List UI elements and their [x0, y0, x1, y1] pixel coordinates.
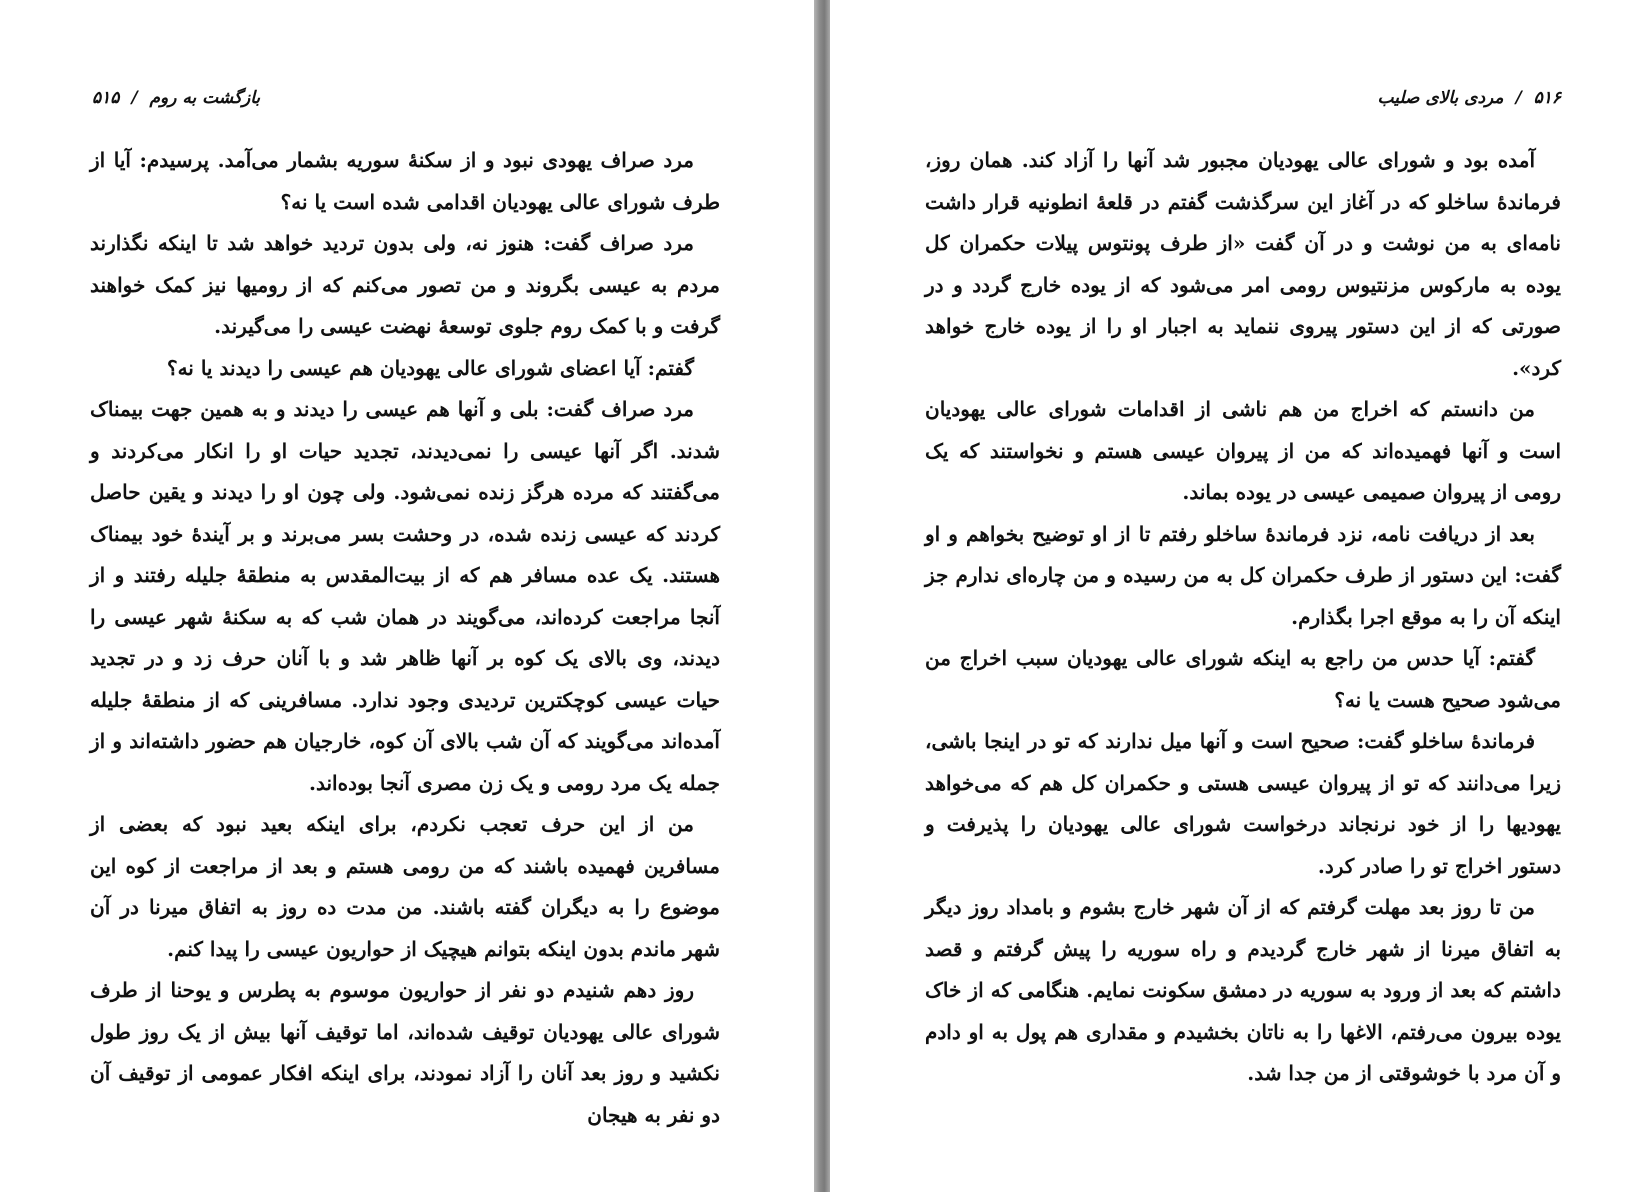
book-spine — [814, 0, 830, 1192]
page-header — [925, 88, 1561, 128]
left-page — [0, 0, 814, 1192]
paragraph: فرماندهٔ ساخلو گفت: صحیح است و آنها میل ندارند که تو در اینجا باشی، زیرا می‌دانند که تو از پیروان عیسی هستی و حکمران کل هم که می‌خواهد یهودیها را از خود نرنجاند درخواست شورای عالی یهودیان را پذیرفت و دستور اخراج تو را صادر کرد. — [925, 729, 1561, 878]
paragraph: مرد صراف یهودی نبود و از سکنهٔ سوریه بشمار می‌آمد. پرسیدم: آیا از طرف شورای عالی یهودیان اقدامی شده است یا نه؟ — [90, 148, 720, 214]
chapter-title: بازگشت به روم — [149, 88, 261, 108]
paragraph: روز دهم شنیدم دو نفر از حواریون موسوم به پطرس و یوحنا از طرف شورای عالی یهودیان توقیف شده‌اند، اما توقیف آنها بیش از یک روز طول نکشید و روز بعد آنان را آزاد نمودند، برای اینکه افکار عمومی از توقیف آن دو نفر به هیجان — [90, 978, 720, 1127]
paragraph: مرد صراف گفت: بلی و آنها هم عیسی را دیدند و به همین جهت بیمناک شدند. اگر آنها عیسی را نمی‌دیدند، تجدید حیات او را انکار می‌کردند و می‌گفتند که مرده هرگز زنده نمی‌شود. ولی چون او را دیدند و یقین حاصل کردند که عیسی زنده شده، در وحشت بسر می‌برند و بر آیندهٔ خود بیمناک هستند. یک عده مسافر هم که از بیت‌المقدس به منطقهٔ جلیله رفتند و از آنجا مراجعت کرده‌اند، می‌گویند در همان شب که به سکنهٔ شهر عیسی را دیدند، وی بالای یک کوه بر آنها ظاهر شد و با آنان حرف زد و در تجدید حیات عیسی کوچکترین تردیدی وجود ندارد. مسافرینی که از منطقهٔ جلیله آمده‌اند می‌گویند که آن شب بالای آن کوه، خارجیان هم حضور داشته‌اند و از جمله یک مرد رومی و یک زن مصری آنجا بوده‌اند. — [90, 397, 720, 795]
paragraph: گفتم: آیا حدس من راجع به اینکه شورای عالی یهودیان سبب اخراج من می‌شود صحیح هست یا نه؟ — [925, 646, 1561, 712]
page-number: ۵۱۶ — [1533, 88, 1561, 108]
page-body — [90, 140, 720, 1136]
header-separator: / — [131, 88, 138, 108]
paragraph: بعد از دریافت نامه، نزد فرماندهٔ ساخلو رفتم تا از او توضیح بخواهم و او گفت: این دستور از طرف حکمران کل به من رسیده و من چاره‌ای ندارم جز اینکه آن را به موقع اجرا بگذارم. — [925, 521, 1561, 629]
paragraph: گفتم: آیا اعضای شورای عالی یهودیان هم عیسی را دیدند یا نه؟ — [166, 355, 694, 380]
page-header — [92, 88, 722, 128]
page-number: ۵۱۵ — [92, 88, 120, 108]
paragraph: من از این حرف تعجب نکردم، برای اینکه بعید نبود که بعضی از مسافرین فهمیده باشند که من رومی هستم و بعد از مراجعت از کوه این موضوع را به دیگران گفته باشند. من مدت ده روز به اتفاق میرنا در آن شهر ماندم بدون اینکه بتوانم هیچیک از حواریون عیسی را پیدا کنم. — [90, 812, 720, 961]
header-separator: / — [1515, 88, 1522, 108]
right-page — [830, 0, 1644, 1192]
paragraph: من دانستم که اخراج من هم ناشی از اقدامات شورای عالی یهودیان است و آنها فهمیده‌اند که من از پیروان عیسی هستم و نخواستند که یک رومی از پیروان صمیمی عیسی در یوده بماند. — [925, 397, 1561, 504]
book-title: مردی بالای صلیب — [1377, 88, 1504, 108]
paragraph: من تا روز بعد مهلت گرفتم که از آن شهر خارج بشوم و بامداد روز دیگر به اتفاق میرنا از شهر خارج گردیدم و راه سوریه را پیش گرفتم و قصد داشتم که بعد از ورود به سوریه در دمشق سکونت نمایم. هنگامی که از خاک یوده بیرون می‌رفتم، الاغها را به ناتان بخشیدم و مقداری هم پول به او دادم و آن مرد با خوشوقتی از من جدا شد. — [925, 895, 1561, 1085]
paragraph: مرد صراف گفت: هنوز نه، ولی بدون تردید خواهد شد تا اینکه نگذارند مردم به عیسی بگروند و من تصور می‌کنم که از رومیها نیز کمک خواهند گرفت و با کمک روم جلوی توسعهٔ نهضت عیسی را می‌گیرند. — [90, 231, 720, 338]
page-body — [925, 140, 1561, 1095]
paragraph: آمده بود و شورای عالی یهودیان مجبور شد آنها را آزاد کند. همان روز، فرماندهٔ ساخلو که در آغاز این سرگذشت گفتم در قلعهٔ انطونیه قرار داشت نامه‌ای به من نوشت و در آن گفت «از طرف پونتوس پیلات حکمران کل یوده به مارکوس مزنتیوس رومی امر می‌شود که از یوده خارج گردد و در صورتی که از این دستور پیروی ننماید به اجبار او را از یوده خارج خواهد کرد». — [925, 148, 1561, 380]
